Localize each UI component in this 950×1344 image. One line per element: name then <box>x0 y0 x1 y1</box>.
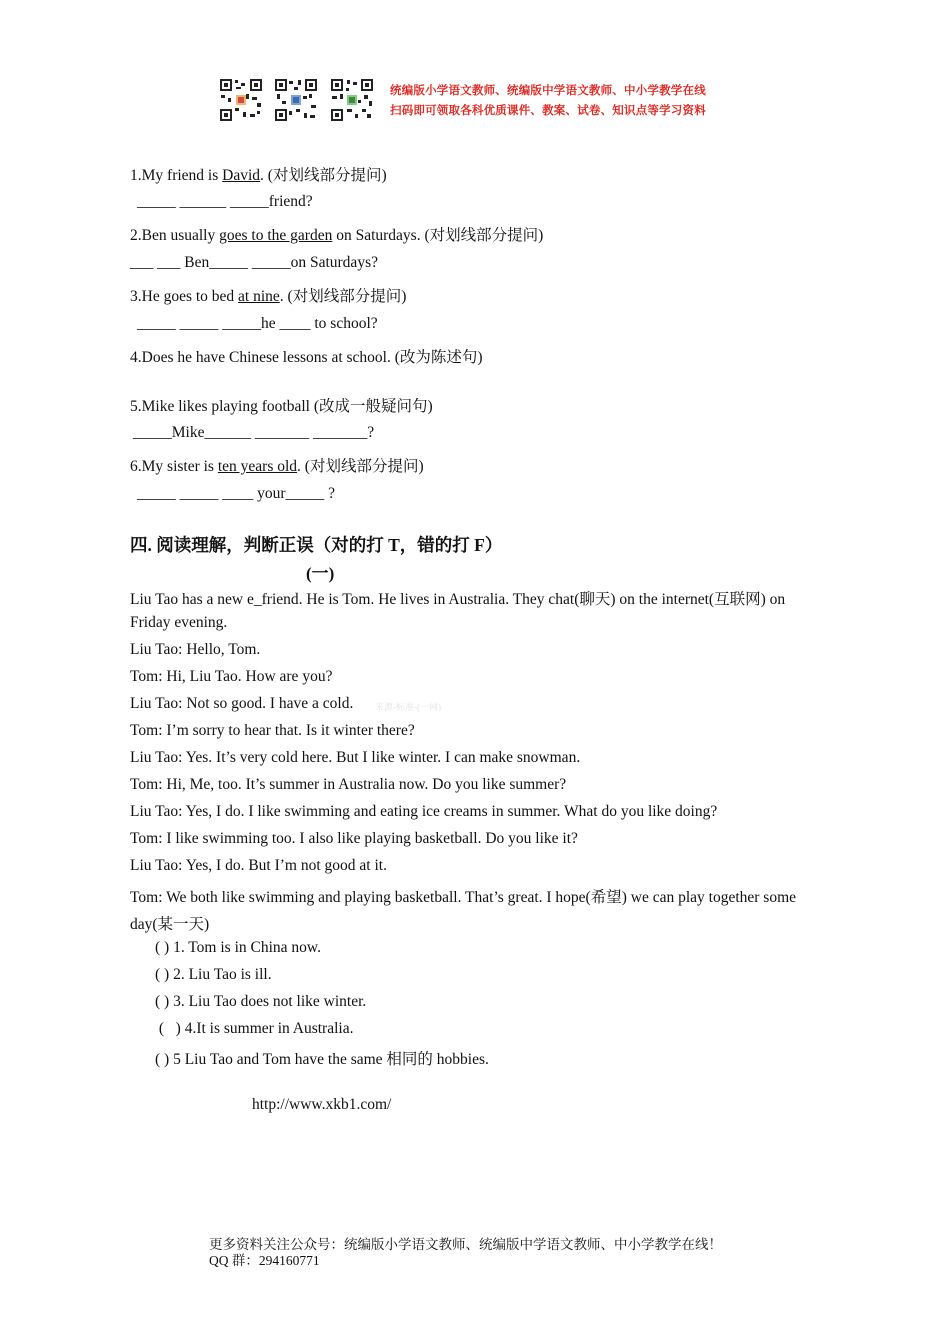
dialogue-line: Tom: We both like swimming and playing basketball. That’s great. I hope(希望) we can play together some <box>130 889 797 906</box>
section-4-subheading: (一) <box>306 564 335 583</box>
dialogue-line: Tom: I like swimming too. I also like playing basketball. Do you like it? <box>130 830 578 847</box>
passage-line-1: Liu Tao has a new e_friend. He is Tom. He lives in Australia. They chat(聊天) on the internet(互联网) on <box>130 591 786 608</box>
q2-underlined: goes to the garden <box>219 227 333 244</box>
true-false-question: ( ) 3. Liu Tao does not like winter. <box>155 993 367 1010</box>
q6-suffix: . (对划线部分提问) <box>297 458 424 475</box>
q1-suffix: . (对划线部分提问) <box>260 167 387 184</box>
q1-prefix: 1.My friend is <box>130 167 223 184</box>
question-2 <box>130 223 543 245</box>
q6-underlined: ten years old <box>217 458 298 475</box>
source-url[interactable]: http://www.xkb1.com/ <box>252 1096 392 1113</box>
true-false-question: ( ) 5 Liu Tao and Tom have the same 相同的 hobbies. <box>155 1051 489 1068</box>
dialogue-line: Tom: I’m sorry to hear that. Is it winter there? <box>130 722 415 739</box>
q3-suffix: . (对划线部分提问) <box>279 288 407 305</box>
true-false-question: ( ) 2. Liu Tao is ill. <box>155 966 272 983</box>
footer-line-1: 更多资料关注公众号：统编版小学语文教师、统编版中学语文教师、中小学教学在线！ <box>209 1237 722 1252</box>
dialogue-line: day(某一天) <box>130 916 210 933</box>
dialogue-line: Liu Tao: Yes, I do. But I’m not good at it. <box>130 857 387 874</box>
q2-prefix: 2.Ben usually <box>130 227 220 244</box>
dialogue-line: Tom: Hi, Me, too. It’s summer in Australia now. Do you like summer? <box>130 776 567 793</box>
answer-6: _____ _____ ____ your_____ ? <box>137 485 336 502</box>
q2-suffix: on Saturdays. (对划线部分提问) <box>332 227 544 244</box>
passage-line-2: Friday evening. <box>130 614 228 631</box>
question-1 <box>130 163 387 185</box>
question-3 <box>130 284 406 306</box>
q6-prefix: 6.My sister is <box>130 458 218 475</box>
watermark: 来源-标准-(一网) <box>375 702 441 712</box>
answer-3: _____ _____ _____he ____ to school? <box>137 315 378 332</box>
dialogue-line: Liu Tao: Not so good. I have a cold. <box>130 695 354 712</box>
qr-code-2 <box>274 78 318 122</box>
footer-line-2: QQ 群：294160771 <box>209 1253 320 1268</box>
dialogue-line: Liu Tao: Yes. It’s very cold here. But I like winter. I can make snowman. <box>130 749 581 766</box>
qr-code-3 <box>330 78 374 122</box>
qr-code-1 <box>219 78 263 122</box>
question-6 <box>130 454 424 476</box>
true-false-question: ( ) 4.It is summer in Australia. <box>155 1020 354 1037</box>
banner-line-2: 扫码即可领取各科优质课件、教案、试卷、知识点等学习资料 <box>390 103 706 117</box>
section-4-heading: 四. 阅读理解，判断正误（对的打 T，错的打 F） <box>130 535 503 555</box>
banner-line-1: 统编版小学语文教师、统编版中学语文教师、中小学教学在线 <box>390 83 706 97</box>
q3-prefix: 3.He goes to bed <box>130 288 239 305</box>
dialogue-line: Tom: Hi, Liu Tao. How are you? <box>130 668 333 685</box>
answer-2: ___ ___ Ben_____ _____on Saturdays? <box>130 254 378 271</box>
dialogue-line: Liu Tao: Hello, Tom. <box>130 641 261 658</box>
q3-underlined: at nine <box>238 288 280 305</box>
question-5: 5.Mike likes playing football (改成一般疑问句) <box>130 398 433 415</box>
q1-underlined: David <box>222 167 261 184</box>
dialogue-line: Liu Tao: Yes, I do. I like swimming and eating ice creams in summer. What do you like doing? <box>130 803 718 820</box>
true-false-question: ( ) 1. Tom is in China now. <box>155 939 321 956</box>
answer-5: _____Mike______ _______ _______? <box>133 424 375 441</box>
answer-1: _____ ______ _____friend? <box>137 193 313 210</box>
question-4: 4.Does he have Chinese lessons at school. (改为陈述句) <box>130 349 483 366</box>
